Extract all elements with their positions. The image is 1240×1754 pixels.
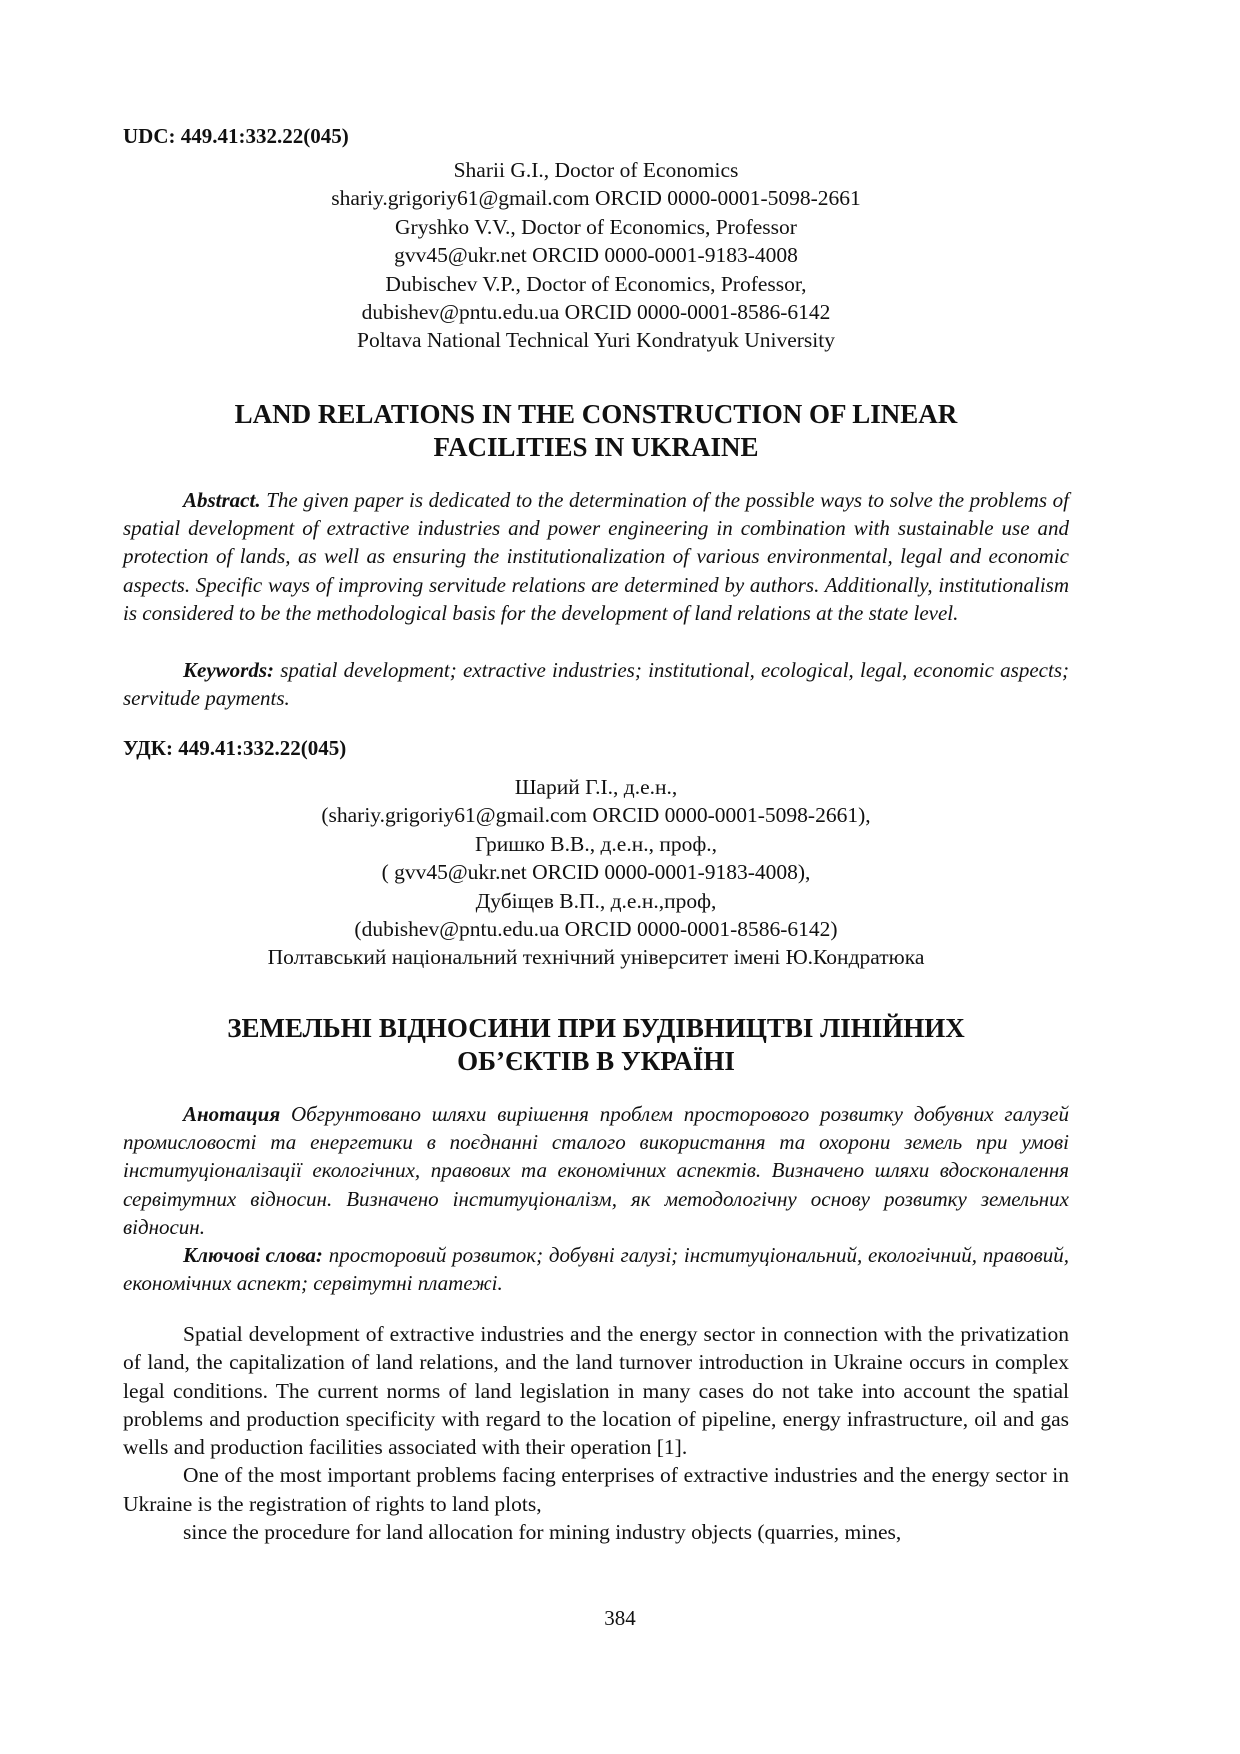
keywords-label: Keywords: xyxy=(183,658,274,682)
author-email-line[interactable]: (shariy.grigoriy61@gmail.com ORCID 0000-0001-5098-2661), xyxy=(321,803,871,828)
author-email-line[interactable]: ( gvv45@ukr.net ORCID 0000-0001-9183-4008), xyxy=(381,860,811,885)
keywords-label: Ключові слова: xyxy=(183,1243,323,1267)
abstract-label: Анотация xyxy=(183,1102,281,1126)
keywords-text: просторовий розвиток; добувні галузі; інституціональний, екологічний, правовий, економічних аспект; сервітутні платежі. xyxy=(123,1243,1069,1296)
abstract-label: Abstract. xyxy=(183,488,261,512)
author-line: Dubischev V.P., Doctor of Economics, Professor, xyxy=(385,271,807,296)
body-paragraph: Spatial development of extractive industries and the energy sector in connection with the privatization of land, the capitalization of land relations, and the land turnover introduction in Ukraine occurs in complex legal conditions. The current norms of land legislation in many cases do not take into account the spatial problems and production specificity with regard to the location of pipeline, energy infrastructure, oil and gas wells and production facilities associated with their operation [1]. xyxy=(123,1322,1069,1460)
title-line: ЗЕМЕЛЬНІ ВІДНОСИНИ ПРИ БУДІВНИЦТВІ ЛІНІЙНИХ xyxy=(227,1013,965,1043)
author-email-line[interactable]: (dubishev@pntu.edu.ua ORCID 0000-0001-8586-6142) xyxy=(354,916,838,941)
paper-title-en xyxy=(123,398,1069,464)
affiliation-line: Poltava National Technical Yuri Kondratyuk University xyxy=(357,328,835,353)
title-line: ОБ’ЄКТІВ В УКРАЇНІ xyxy=(457,1046,735,1076)
udc-code-ua: УДК: 449.41:332.22(045) xyxy=(123,736,347,760)
paper-title-ua xyxy=(123,1012,1069,1078)
udc-code-en: UDC: 449.41:332.22(045) xyxy=(123,124,349,148)
author-line: Gryshko V.V., Doctor of Economics, Professor xyxy=(395,214,797,239)
keywords-en xyxy=(123,656,1069,712)
affiliation-line: Полтавський національний технічний університет імені Ю.Кондратюка xyxy=(267,945,925,970)
author-email-line[interactable]: gvv45@ukr.net ORCID 0000-0001-9183-4008 xyxy=(394,243,798,268)
author-line: Дубіщев В.П., д.е.н.,проф, xyxy=(475,888,717,913)
keywords-text: spatial development; extractive industries; institutional, ecological, legal, economic aspects; servitude payments. xyxy=(123,658,1069,711)
keywords-ua xyxy=(123,1241,1069,1297)
author-line: Sharii G.I., Doctor of Economics xyxy=(453,158,739,182)
body-paragraph: since the procedure for land allocation for mining industry objects (quarries, mines, xyxy=(183,1520,902,1545)
body-text xyxy=(123,1320,1069,1546)
author-email-line[interactable]: dubishev@pntu.edu.ua ORCID 0000-0001-8586-6142 xyxy=(361,299,831,324)
abstract-text: Обгрунтовано шляхи вирішення проблем просторового розвитку добувних галузей промисловості та енергетики в поєднанні сталого використання та охорони земель при умові інституціоналізації екологічних, правових та економічних аспектів. Визначено шляхи вдосконалення сервітутних відносин. Визначено інституціоналізм, як методологічну основу розвитку земельних відносин. xyxy=(123,1102,1069,1239)
body-paragraph: One of the most important problems facing enterprises of extractive industries and the energy sector in Ukraine is the registration of rights to land plots, xyxy=(123,1463,1069,1516)
author-line: Гришко В.В., д.е.н., проф., xyxy=(474,831,718,856)
page-number: 384 xyxy=(604,1606,636,1630)
author-block-ua xyxy=(123,773,1069,972)
abstract-ua xyxy=(123,1100,1069,1241)
abstract-en xyxy=(123,486,1069,627)
title-line: FACILITIES IN UKRAINE xyxy=(433,432,759,462)
abstract-text: The given paper is dedicated to the determination of the possible ways to solve the problems of spatial development of extractive industries and power engineering in combination with sustainable use and protection of lands, as well as ensuring the institutionalization of various environmental, legal and economic aspects. Specific ways of improving servitude relations are determined by authors. Additionally, institutionalism is considered to be the methodological basis for the development of land relations at the state level. xyxy=(123,488,1069,625)
author-email-line[interactable]: shariy.grigoriy61@gmail.com ORCID 0000-0001-5098-2661 xyxy=(331,186,861,211)
title-line: LAND RELATIONS IN THE CONSTRUCTION OF LINEAR xyxy=(234,399,958,429)
author-block-en xyxy=(123,156,1069,355)
author-line: Шарий Г.І., д.е.н., xyxy=(514,775,678,799)
